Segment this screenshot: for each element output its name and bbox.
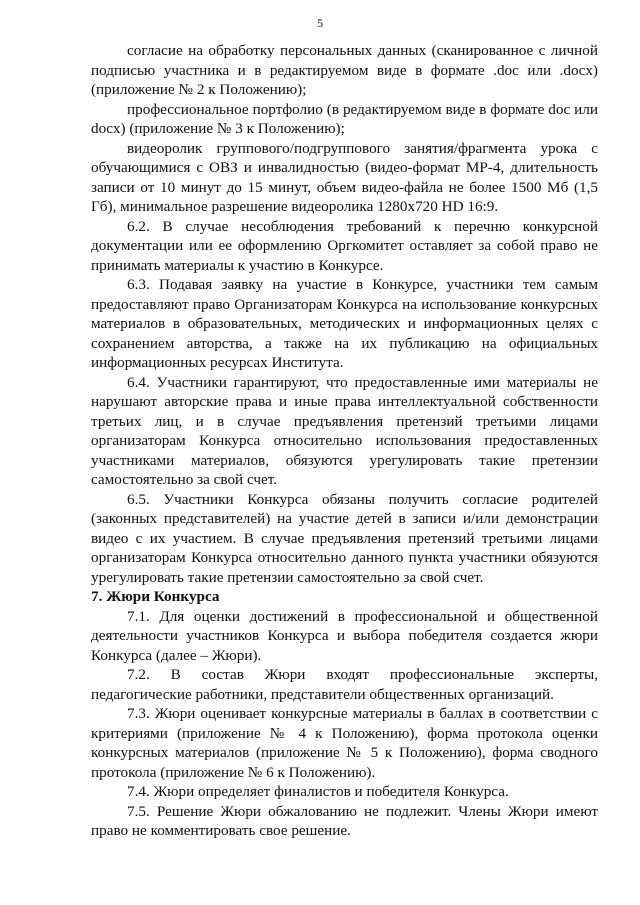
paragraph-6-3: 6.3. Подавая заявку на участие в Конкурсе, участники тем самым предоставляют право Организаторам Конкурса на использование конкурсных материалов в образовательных, методических и информационных целях с сохранением авторства, а также на их публикацию на официальных информационных ресурсах Института. bbox=[91, 276, 598, 371]
paragraph-6-4: 6.4. Участники гарантируют, что предоставленные ими материалы не нарушают авторские права и иные права интеллектуальной собственности третьих лиц, и в случае предъявления претензий третьими лицами организаторам Конкурса относительно использования предоставленных участниками материалов, обязуются урегулировать такие претензии самостоятельно за свой счет. bbox=[91, 373, 598, 488]
paragraph-7-3: 7.3. Жюри оценивает конкурсные материалы в баллах в соответствии с критериями (приложение № 4 к Положению), форма протокола оценки конкурсных материалов (приложение № 5 к Положению), форма сводного протокола (приложение № 6 к Положению). bbox=[91, 705, 598, 781]
section-title-jury: 7. Жюри Конкурса bbox=[91, 588, 220, 605]
paragraph-7-1: 7.1. Для оценки достижений в профессиональной и общественной деятельности участников Конкурса и выбора победителя создается жюри Конкурса (далее – Жюри). bbox=[91, 607, 598, 664]
paragraph-portfolio: профессиональное портфолио (в редактируемом виде в формате doc или docx) (приложение № 3 к Положению); bbox=[91, 100, 598, 137]
paragraph-6-5: 6.5. Участники Конкурса обязаны получить согласие родителей (законных представителей) на участие детей в записи и/или демонстрации видео с их участием. В случае предъявления претензий третьими лицами организаторам Конкурса относительно данного пункта участники обязуются урегулировать такие претензии самостоятельно за свой счет. bbox=[91, 490, 598, 586]
paragraph-consent: согласие на обработку персональных данных (сканированное с личной подписью участника и в редактируемом виде в формате .doc или .docx) (приложение № 2 к Положению); bbox=[91, 42, 598, 98]
page-number: 5 bbox=[317, 16, 323, 30]
paragraph-7-2: 7.2. В состав Жюри входят профессиональные эксперты, педагогические работники, представители общественных организаций. bbox=[91, 666, 598, 703]
paragraph-video: видеоролик группового/подгруппового занятия/фрагмента урока с обучающимися с ОВЗ и инвалидностью (видео-формат MP-4, длительность записи от 10 минут до 15 минут, объем видео-файла не более 1500 Мб (1,5 Гб), минимальное разрешение видеоролика 1280х720 HD 16:9. bbox=[91, 139, 598, 215]
paragraph-7-5: 7.5. Решение Жюри обжалованию не подлежит. Члены Жюри имеют право не комментировать свое решение. bbox=[91, 802, 598, 839]
paragraph-7-4: 7.4. Жюри определяет финалистов и победителя Конкурса. bbox=[127, 783, 509, 800]
document-body bbox=[91, 41, 598, 841]
paragraph-6-2: 6.2. В случае несоблюдения требований к перечню конкурсной документации или ее оформлению Оргкомитет оставляет за собой право не принимать материалы к участию в Конкурсе. bbox=[91, 217, 598, 274]
